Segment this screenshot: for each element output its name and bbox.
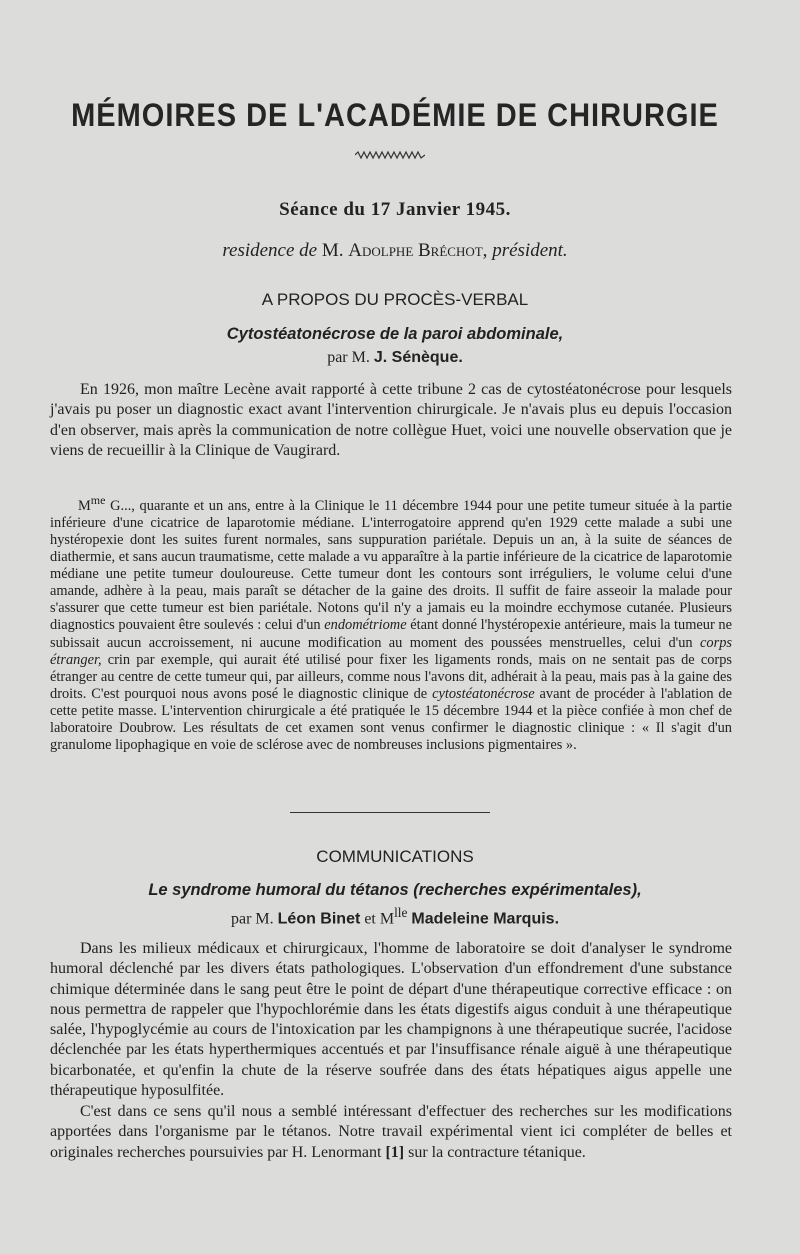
final-paragraph-end: sur la contracture tétanique. [404, 1143, 586, 1161]
byline-mid: et M [364, 910, 395, 928]
case-italic-cytosteatonecrose: cytostéatonécrose [432, 685, 535, 702]
session-date: Séance du 17 Janvier 1945. [279, 199, 511, 220]
case-text-1: G..., quarante et un ans, entre à la Clinique le 11 décembre 1944 pour une petite tumeur située à la partie inférieure d'une cicatrice de laparotomie médiane. L'interrogatoire apprend qu'en 1929 cette malade a subi une hystéropexie dont les suites furent normales, sans suppuration pariétale. Depuis un an, à la suite de séances de diathermie, et sans aucun traumatisme, cette malade a vu apparaître à la partie inférieure de la cicatrice de laparotomie médiane une petite tumeur douloureuse. Cette tumeur dont les contours sont irréguliers, le volume celui d'une amande, adhère à la peau, mais paraît se détacher de la gaine des droits. Il suffit de faire asseoir la malade pour s'assurer que cette tumeur est bien pariétale. Notons qu'il n'y a jamais eu la moindre ecchymose cutanée. Plusieurs diagnostics pouvaient être soulevés : celui d'un [50, 497, 732, 634]
presidency-line [0, 240, 790, 262]
case-italic-endometriome: endométriome [324, 617, 407, 634]
journal-title: MÉMOIRES DE L'ACADÉMIE DE CHIRURGIE [71, 98, 719, 134]
byline-prefix: par M. [230, 910, 274, 928]
presidency-prefix: residence de [222, 240, 318, 261]
author-marquis: Madeleine Marquis. [411, 910, 560, 928]
byline-binet-marquis [0, 905, 790, 928]
humoral-paragraph: Dans les milieux médicaux et chirurgicaux, l'homme de laboratoire se doit d'analyser le syndrome humoral déclenché par les divers états pathologiques. L'observation d'un effondrement d'une substance chimique déterminée dans le sang peut être le point de départ d'une thérapeutique corrective efficace : on nous permettra de rappeler que l'hypochlorémie dans les états digestifs aigus conduit à une thérapeutique salée, l'hypoglycémie au cours de l'intoxication par les champignons à une thérapeutique sucrée, l'acidose déclenchée par les états hyperthermiques accentués et par l'insuffisance rénale aiguë à une thérapeutique bicarbonatée, et qu'enfin la chute de la réserve soufrée dans des états hépatiques aigus appelle une thérapeutique hyposulfitée. [50, 940, 732, 1100]
case-text-4: avant de procéder à l'ablation de cette petite masse. L'intervention chirurgicale a été pratiquée le 15 décembre 1944 et la pièce confiée à mon chef de laboratoire Doubrow. Les résultats de cet examen sont venus confirmer le diagnostic clinique : « Il s'agit d'un granulome lipophagique en voie de sclérose avec de nombreuses inclusions pigmentaires ». [50, 685, 732, 754]
article-title-tetanos: Le syndrome humoral du tétanos (recherches expérimentales), [148, 881, 642, 899]
decorative-ornament [355, 150, 425, 160]
president-name: Adolphe Bréchot, [348, 240, 488, 261]
reference-marker: [1] [385, 1143, 405, 1161]
section-heading-communications: COMMUNICATIONS [316, 847, 474, 866]
intro-paragraph: En 1926, mon maître Lecène avait rapporté à cette tribune 2 cas de cytostéatonécrose pour lesquels j'avais pu poser un diagnostic exact avant l'intervention chirurgicale. Je n'avais plus eu depuis l'occasion d'en observer, mais après la communication de notre collègue Huet, voici une nouvelle observation que je viens de recueillir à la Clinique de Vaugirard. [50, 381, 732, 459]
presidency-suffix: président. [492, 240, 568, 261]
byline-prefix: par M. [327, 349, 370, 366]
byline-seneque [0, 349, 790, 367]
mlle-sup: lle [394, 905, 408, 920]
final-paragraph-text: C'est dans ce sens qu'il nous a semblé intéressant d'effectuer des recherches sur les modifications apportées dans l'organisme par le tétanos. Notre travail expérimental vient ici compléter de belles et originales recherches poursuivies par H. Lenormant [50, 1103, 732, 1161]
case-patient-title-sup: me [90, 493, 106, 507]
case-text-2: étant donné l'hystéropexie antérieure, mais la tumeur ne subissait aucun accroissement, ni aucune modification au moment des poussées menstruelles, celui d'un [50, 617, 733, 651]
case-text-3: crin par exemple, qui aurait été utilisé pour fixer les ligaments ronds, mais on ne sentait pas de corps étranger au centre de cette tumeur qui, par ailleurs, comme nous l'avons dit, adhérait à la peau, mais pas à la gaine des droits. C'est pourquoi nous avons posé le diagnostic clinique de [50, 651, 732, 702]
author-name: J. Sénèque. [373, 349, 463, 366]
case-italic-corps-etranger: corps étranger, [50, 634, 732, 668]
presidency-title: M. [321, 240, 344, 261]
author-binet: Léon Binet [277, 910, 361, 928]
case-patient-title: M [78, 497, 91, 514]
section-heading-proces-verbal: A PROPOS DU PROCÈS-VERBAL [261, 290, 529, 309]
final-paragraph [50, 1102, 732, 1163]
article-title-cytosteatonecrose: Cytostéatonécrose de la paroi abdominale, [226, 325, 564, 343]
section-divider [290, 812, 490, 813]
case-report-paragraph [50, 492, 732, 754]
